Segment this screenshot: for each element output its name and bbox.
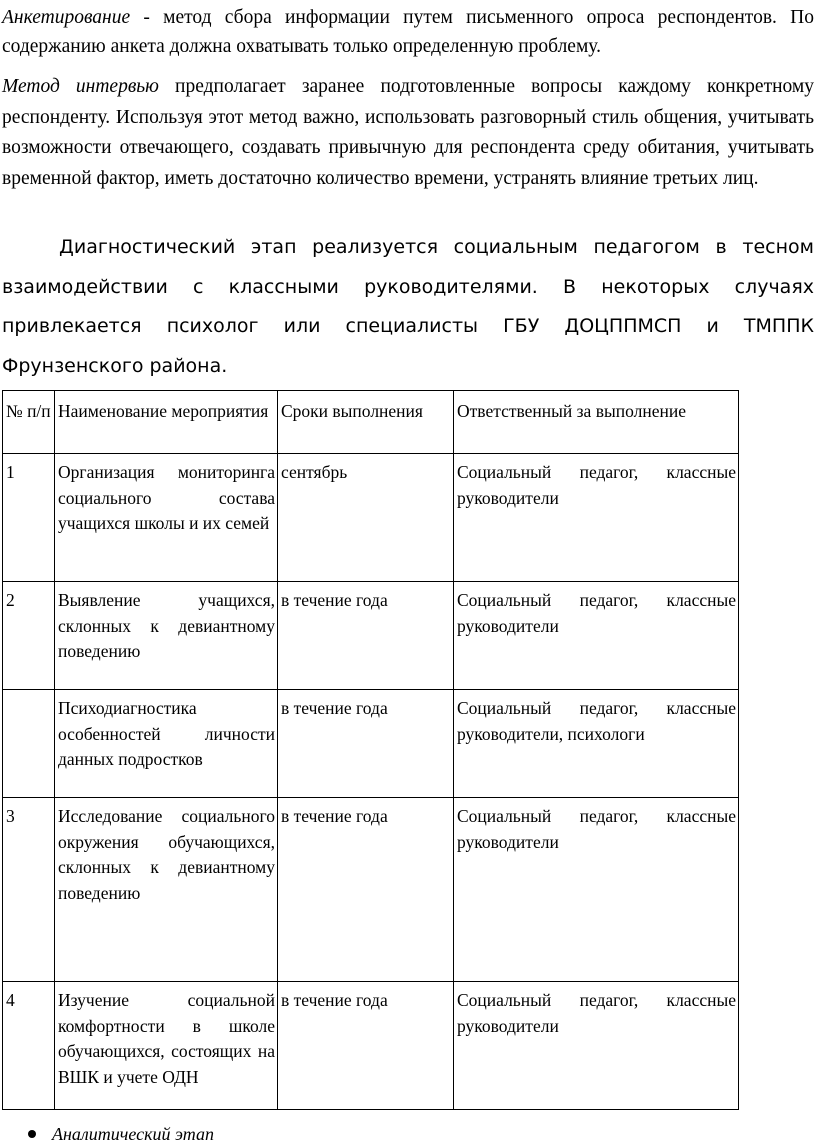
- table-row: [3, 798, 739, 982]
- bullet-item: [28, 1122, 214, 1146]
- cell-num: [3, 690, 55, 798]
- cell-name: [55, 690, 278, 798]
- header-deadline: Сроки выполнения: [278, 391, 454, 454]
- cell-deadline: в течение года: [278, 798, 454, 982]
- bullet-dot-icon: [28, 1130, 36, 1138]
- header-num: № п/п: [3, 391, 55, 454]
- cell-name: [55, 454, 278, 582]
- cell-name-text: Организация мониторинга социального состава учащихся школы и их семей: [58, 462, 275, 533]
- cell-name-text: Выявление учащихся, склонных к девиантному поведению: [58, 590, 275, 661]
- table-row: [3, 690, 739, 798]
- cell-name-text: Психодиагностика особенностей личности данных подростков: [58, 698, 275, 769]
- cell-responsible: [454, 582, 739, 690]
- paragraph-questionnaire: [2, 4, 814, 61]
- table-row: [3, 982, 739, 1110]
- term-dash: -: [130, 7, 164, 28]
- cell-num: 1: [3, 454, 55, 582]
- cell-name: [55, 982, 278, 1110]
- cell-responsible-text: Социальный педагог, классные руководители: [457, 462, 736, 508]
- table-row: [3, 454, 739, 582]
- cell-deadline: в течение года: [278, 690, 454, 798]
- cell-deadline: сентябрь: [278, 454, 454, 582]
- questionnaire-text: метод сбора информации путем письменного опроса респондентов. По содержанию анкета должна охватывать только определенную проблему.: [2, 7, 814, 57]
- cell-num: 2: [3, 582, 55, 690]
- header-responsible-text: Ответственный за выполнение: [457, 401, 686, 421]
- cell-responsible-text: Социальный педагог, классные руководители: [457, 806, 736, 852]
- table-row: [3, 582, 739, 690]
- cell-deadline: в течение года: [278, 582, 454, 690]
- cell-responsible: [454, 454, 739, 582]
- term-interview: Метод интервью: [2, 76, 159, 97]
- diagnostic-text: Диагностический этап реализуется социальным педагогом в тесном взаимодействии с классными руководителями. В некоторых случаях привлекается психолог или специалисты ГБУ ДОЦППМСП и ТМППК Фрунзенского района.: [2, 236, 814, 377]
- cell-responsible: [454, 690, 739, 798]
- events-table: [2, 390, 739, 1110]
- cell-responsible-text: Социальный педагог, классные руководители: [457, 590, 736, 636]
- term-questionnaire: Анкетирование: [2, 7, 131, 28]
- cell-name-text: Исследование социального окружения обучающихся, склонных к девиантному поведению: [58, 806, 275, 903]
- header-responsible: [454, 391, 739, 454]
- cell-num: 3: [3, 798, 55, 982]
- paragraph-interview: [2, 72, 814, 194]
- paragraph-diagnostic: [2, 228, 814, 386]
- cell-responsible: [454, 798, 739, 982]
- cell-name: [55, 582, 278, 690]
- table-header-row: [3, 391, 739, 454]
- cell-responsible-text: Социальный педагог, классные руководители, психологи: [457, 698, 736, 744]
- bullet-text: Аналитический этап: [52, 1124, 214, 1144]
- header-name: Наименование мероприятия: [55, 391, 278, 454]
- cell-responsible-text: Социальный педагог, классные руководители: [457, 990, 736, 1036]
- cell-num: 4: [3, 982, 55, 1110]
- interview-text: предполагает заранее подготовленные вопросы каждому конкретному респонденту. Используя этот метод важно, использовать разговорный стиль общения, учитывать возможности отвечающего, создавать привычную для респондента среду обитания, учитывать временной фактор, иметь достаточно количество времени, устранять влияние третьих лиц.: [2, 76, 815, 189]
- cell-name: [55, 798, 278, 982]
- cell-deadline: в течение года: [278, 982, 454, 1110]
- cell-name-text: Изучение социальной комфортности в школе обучающихся, состоящих на ВШК и учете ОДН: [58, 990, 275, 1087]
- cell-responsible: [454, 982, 739, 1110]
